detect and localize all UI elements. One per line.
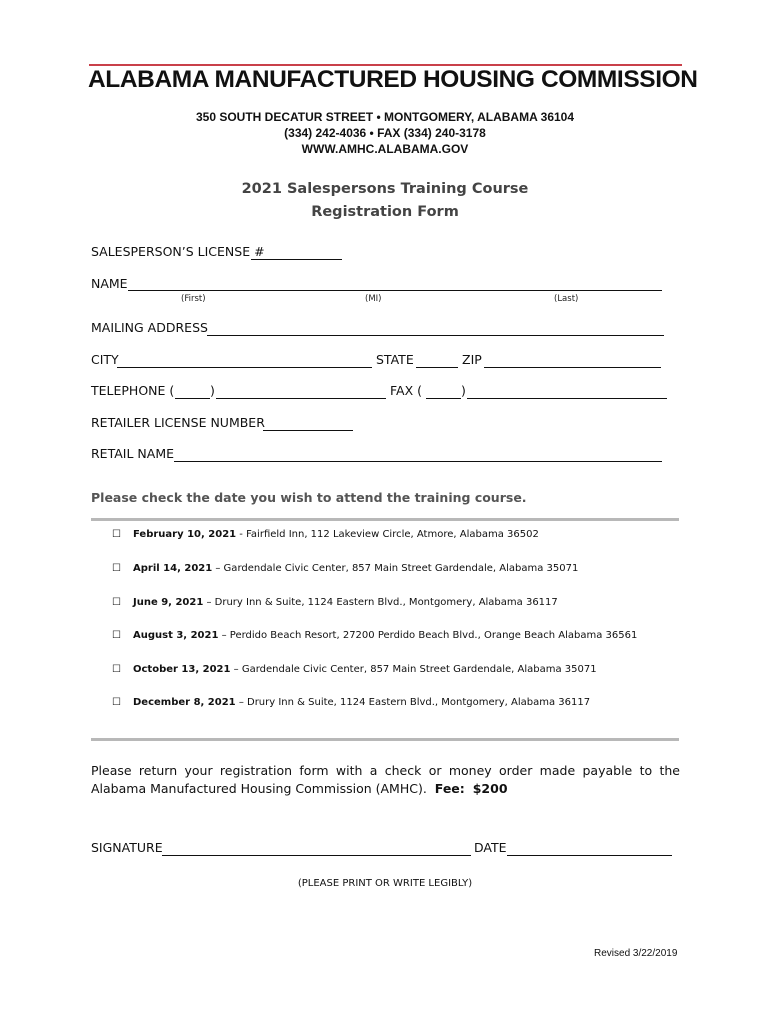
- fax-field[interactable]: [467, 398, 667, 399]
- option-date: April 14, 2021: [133, 563, 213, 574]
- retailer-license-field[interactable]: [263, 430, 353, 431]
- option-location: – Gardendale Civic Center, 857 Main Street Gardendale, Alabama 35071: [212, 563, 579, 574]
- name-field[interactable]: [128, 290, 662, 291]
- license-field[interactable]: [251, 259, 342, 260]
- form-subtitle: Registration Form: [311, 204, 459, 220]
- state-field[interactable]: [416, 367, 458, 368]
- name-label: NAME: [91, 276, 128, 291]
- date-field[interactable]: [507, 855, 672, 856]
- option-location: – Perdido Beach Resort, 27200 Perdido Beach Blvd., Orange Beach Alabama 36561: [218, 630, 638, 641]
- retail-name-field[interactable]: [174, 461, 662, 462]
- checkbox-icon[interactable]: ☐: [112, 697, 121, 708]
- name-mi-hint: (MI): [365, 294, 382, 304]
- option-location: – Gardendale Civic Center, 857 Main Street Gardendale, Alabama 35071: [230, 664, 597, 675]
- training-option[interactable]: [112, 597, 558, 608]
- section-divider-top: [91, 518, 679, 521]
- name-first-hint: (First): [181, 294, 206, 304]
- fee-label: Fee:: [434, 781, 465, 796]
- signature-label: SIGNATURE: [91, 840, 163, 855]
- telephone-label: TELEPHONE (: [91, 383, 175, 398]
- training-option[interactable]: [112, 664, 597, 675]
- date-label: DATE: [474, 840, 507, 855]
- checkbox-icon[interactable]: ☐: [112, 630, 121, 641]
- checkbox-icon[interactable]: ☐: [112, 563, 121, 574]
- fax-area-code-field[interactable]: [426, 398, 461, 399]
- option-date: October 13, 2021: [133, 664, 231, 675]
- option-date: June 9, 2021: [133, 597, 204, 608]
- street-address: 350 SOUTH DECATUR STREET • MONTGOMERY, ALABAMA 36104: [195, 110, 575, 124]
- option-location: – Drury Inn & Suite, 1124 Eastern Blvd., Montgomery, Alabama 36117: [203, 597, 558, 608]
- option-date: December 8, 2021: [133, 697, 236, 708]
- training-option[interactable]: [112, 697, 590, 708]
- form-title: 2021 Salespersons Training Course: [241, 181, 529, 197]
- fax-label: FAX (: [390, 383, 423, 398]
- option-date: February 10, 2021: [133, 529, 237, 540]
- telephone-area-code-field[interactable]: [175, 398, 210, 399]
- telephone-paren: ): [210, 383, 215, 398]
- option-location: – Drury Inn & Suite, 1124 Eastern Blvd., Montgomery, Alabama 36117: [235, 697, 591, 708]
- checkbox-icon[interactable]: ☐: [112, 597, 121, 608]
- revised-date: Revised 3/22/2019: [594, 948, 678, 959]
- print-note: (PLEASE PRINT OR WRITE LEGIBLY): [297, 878, 473, 889]
- checkbox-icon[interactable]: ☐: [112, 664, 121, 675]
- retail-name-label: RETAIL NAME: [91, 446, 175, 461]
- option-location: - Fairfield Inn, 112 Lakeview Circle, Atmore, Alabama 36502: [236, 529, 539, 540]
- state-label: STATE: [376, 352, 414, 367]
- payment-instructions: [91, 762, 680, 798]
- training-option[interactable]: [112, 630, 637, 641]
- mailing-address-field[interactable]: [207, 335, 664, 336]
- city-label: CITY: [91, 352, 119, 367]
- fax-paren: ): [461, 383, 466, 398]
- payment-text: Please return your registration form with a check or money order made payable to the Alabama Manufactured Housing Commission (AMHC).: [91, 763, 680, 796]
- fee-amount: $200: [472, 781, 508, 796]
- website: WWW.AMHC.ALABAMA.GOV: [301, 142, 469, 156]
- training-option[interactable]: [112, 563, 578, 574]
- phone-fax: (334) 242-4036 • FAX (334) 240-3178: [284, 126, 486, 140]
- org-name: ALABAMA MANUFACTURED HOUSING COMMISSION: [88, 66, 698, 93]
- training-instruction: Please check the date you wish to attend the training course.: [91, 490, 527, 505]
- checkbox-icon[interactable]: ☐: [112, 529, 121, 540]
- zip-label: ZIP: [462, 352, 482, 367]
- zip-field[interactable]: [484, 367, 661, 368]
- name-last-hint: (Last): [554, 294, 579, 304]
- city-field[interactable]: [117, 367, 372, 368]
- retailer-license-label: RETAILER LICENSE NUMBER: [91, 415, 265, 430]
- option-date: August 3, 2021: [133, 630, 219, 641]
- telephone-field[interactable]: [216, 398, 386, 399]
- license-label: SALESPERSON’S LICENSE #: [91, 244, 265, 259]
- section-divider-bottom: [91, 738, 679, 741]
- mailing-address-label: MAILING ADDRESS: [91, 320, 208, 335]
- signature-field[interactable]: [162, 855, 471, 856]
- training-option[interactable]: [112, 529, 539, 540]
